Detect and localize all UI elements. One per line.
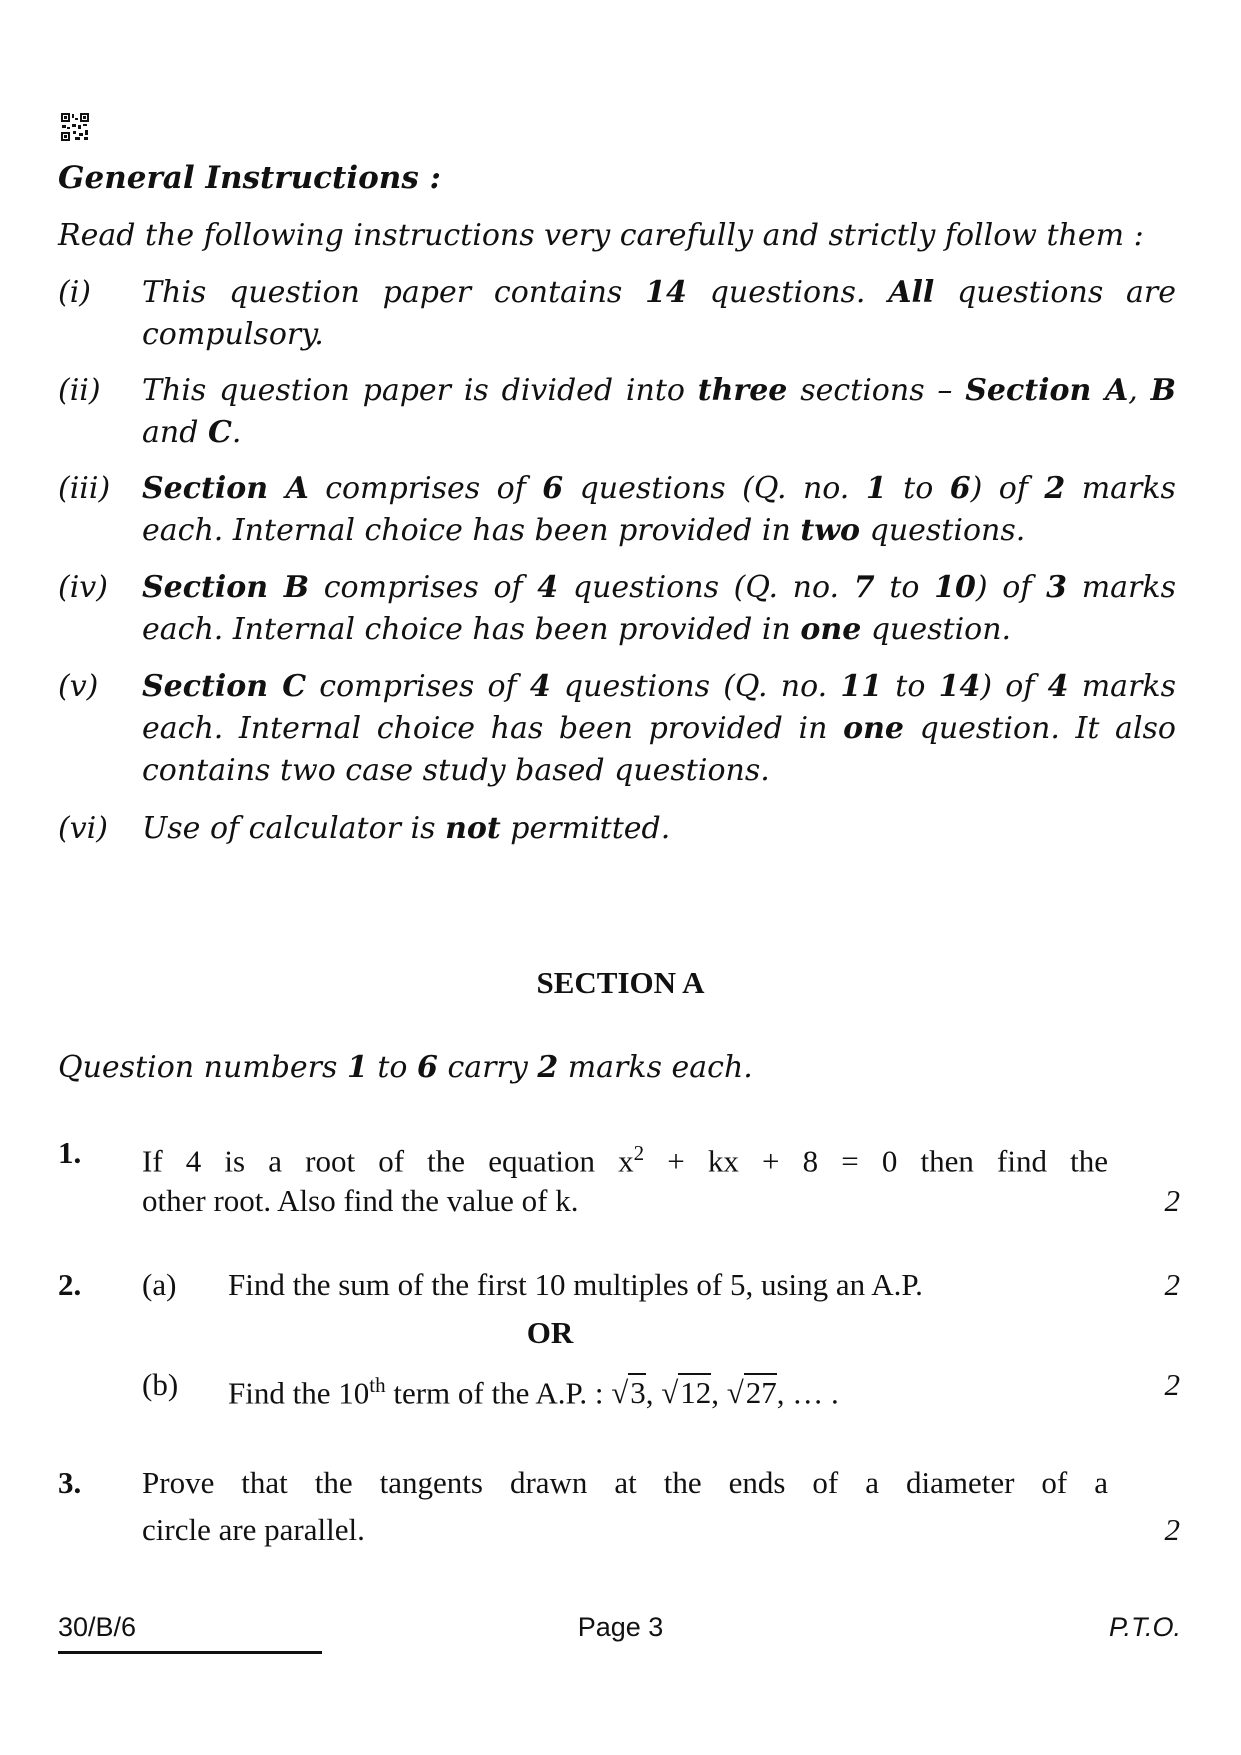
instruction-number: (v) xyxy=(58,669,99,704)
instructions-title: General Instructions : xyxy=(58,160,442,196)
page-number: Page 3 xyxy=(577,1612,664,1642)
instruction-text: Section B comprises of 4 questions (Q. no. 7 to 10) of 3 marks each. Internal choice has been provided in one question. xyxy=(142,570,1176,647)
question-text-line: other root. Also find the value of k. xyxy=(142,1183,579,1218)
sqrt-term: √3 xyxy=(611,1375,646,1411)
question-number: 1. xyxy=(58,1135,82,1170)
instruction-text: Section C comprises of 4 questions (Q. no. 11 to 14) of 4 marks each. Internal choice has been provided in one question. It also contains two case study based questions. xyxy=(142,669,1176,788)
qr-code-icon xyxy=(60,112,90,142)
instruction-text: Section A comprises of 6 questions (Q. no. 1 to 6) of 2 marks each. Internal choice has been provided in two questions. xyxy=(142,471,1176,548)
question-text-line: circle are parallel. xyxy=(142,1512,365,1547)
question-text-line: Prove that the tangents drawn at the ends of a diameter of a xyxy=(142,1465,1108,1500)
question-marks: 2 xyxy=(1164,1183,1180,1218)
instruction-number: (ii) xyxy=(58,373,101,408)
question-text-line: If 4 is a root of the equation $x^2$ + kx + 8 = 0 then find the xyxy=(142,1141,1108,1179)
sqrt-term: √12 xyxy=(661,1375,712,1411)
instruction-text: This question paper contains 14 questions. All questions are compulsory. xyxy=(142,275,1177,352)
instruction-text: This question paper is divided into three sections – Section A, B and C. xyxy=(142,373,1176,450)
instruction-number: (iv) xyxy=(58,570,108,605)
pto-label: P.T.O. xyxy=(1108,1612,1181,1642)
sqrt-term: √27 xyxy=(726,1375,777,1411)
or-divider: OR xyxy=(526,1315,574,1350)
section-note: Question numbers 1 to 6 carry 2 marks each. xyxy=(58,1050,753,1085)
question-number: 2. xyxy=(58,1267,82,1302)
option-text: Find the 10th term of the A.P. : √3, √12, √27, … . xyxy=(228,1362,839,1416)
option-text: Find the sum of the first 10 multiples of 5, using an A.P. xyxy=(228,1267,923,1302)
instructions-intro: Read the following instructions very carefully and strictly follow them : xyxy=(58,218,1144,253)
question-marks: 2 xyxy=(1164,1267,1180,1302)
option-label: (b) xyxy=(142,1367,179,1402)
question-marks: 2 xyxy=(1164,1512,1180,1547)
option-label: (a) xyxy=(142,1267,177,1302)
question-marks: 2 xyxy=(1164,1367,1180,1402)
instruction-text: Use of calculator is not permitted. xyxy=(142,811,671,846)
footer-rule xyxy=(58,1651,322,1654)
question-number: 3. xyxy=(58,1465,82,1500)
section-heading: SECTION A xyxy=(536,965,705,1000)
instruction-number: (vi) xyxy=(58,811,108,846)
paper-code: 30/B/6 xyxy=(58,1612,137,1642)
instruction-number: (i) xyxy=(58,275,92,310)
instruction-number: (iii) xyxy=(58,471,111,506)
